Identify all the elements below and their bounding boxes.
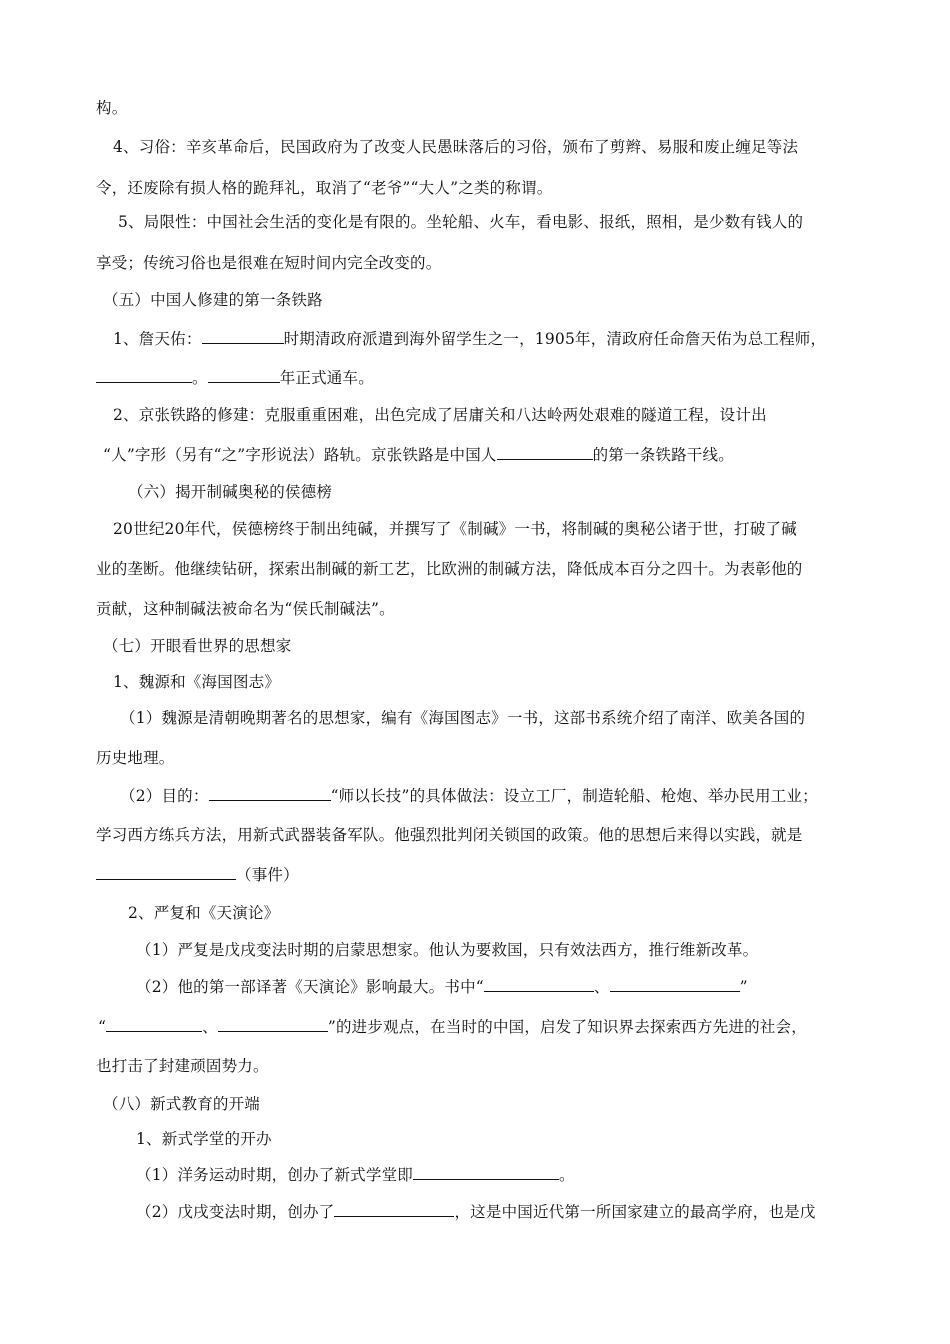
text-line: 贡献，这种制碱法被命名为“侯氏制碱法”。 <box>96 600 395 618</box>
text-line: 令，还废除有损人格的跪拜礼，取消了“老爷”“大人”之类的称谓。 <box>96 179 553 197</box>
text-line: （2）戊戌变法时期，创办了 ，这是中国近代第一所国家建立的最高学府，也是戊 <box>136 1203 816 1221</box>
text-line: 1、新式学堂的开办 <box>136 1130 272 1148</box>
section-heading: （八）新式教育的开端 <box>103 1095 261 1113</box>
text-line: （2）他的第一部译著《天演论》影响最大。书中“ 、 ” <box>136 978 748 996</box>
text-line: （1）魏源是清朝晚期著名的思想家，编有《海国图志》一书，这部书系统介绍了南洋、欧美各国的 <box>120 709 806 727</box>
text-line: 1、詹天佑： 时期清政府派遣到海外留学生之一，1905年，清政府任命詹天佑为总工程师， <box>113 330 827 348</box>
fill-blank[interactable] <box>106 1017 202 1032</box>
text-line: 2、京张铁路的修建：克服重重困难，出色完成了居庸关和八达岭两处艰难的隧道工程，设计出 <box>113 406 767 424</box>
text-line: 1、魏源和《海国图志》 <box>113 673 281 691</box>
text-line: 20世纪20年代，侯德榜终于制出纯碱，并撰写了《制碱》一书，将制碱的奥秘公诸于世，打破了碱 <box>113 520 797 538</box>
text-line: （1）严复是戊戌变法时期的启蒙思想家。他认为要救国，只有效法西方，推行维新改革。 <box>136 941 759 959</box>
text-line: 学习西方练兵方法，用新式武器装备军队。他强烈批判闭关锁国的政策。他的思想后来得以实践，就是 <box>96 826 803 844</box>
fill-blank[interactable] <box>413 1165 559 1180</box>
text-line: 历史地理。 <box>96 749 175 767</box>
text-line: （事件） <box>0 864 950 886</box>
text-line: “人”字形（另有“之”字形说法）路轨。京张铁路是中国人 的第一条铁路干线。 <box>103 446 734 464</box>
section-heading: （六）揭开制碱奥秘的侯德榜 <box>128 483 333 501</box>
text-line: 享受；传统习俗也是很难在短时间内完全改变的。 <box>96 254 442 272</box>
fill-blank[interactable] <box>334 1202 454 1217</box>
section-heading: （五）中国人修建的第一条铁路 <box>103 291 323 309</box>
text-line: （1）洋务运动时期，创办了新式学堂即 。 <box>136 1166 575 1184</box>
section-heading: （七）开眼看世界的思想家 <box>103 637 292 655</box>
text-line: 也打击了封建顽固势力。 <box>96 1057 269 1075</box>
fill-blank[interactable] <box>209 786 331 801</box>
text-line: 。 年正式通车。 <box>0 367 950 389</box>
text-line: （2）目的： “师以长技”的具体做法：设立工厂，制造轮船、枪炮、举办民用工业； <box>120 787 818 805</box>
fill-blank[interactable] <box>202 329 284 344</box>
fill-blank[interactable] <box>96 368 192 383</box>
text-line: 5、局限性：中国社会生活的变化是有限的。坐轮船、火车，看电影、报纸，照相，是少数有钱人的 <box>118 213 804 231</box>
text-line: 构。 <box>96 99 128 117</box>
fill-blank[interactable] <box>96 865 236 880</box>
fill-blank[interactable] <box>484 977 594 992</box>
text-line: “ 、 ”的进步观点，在当时的中国，启发了知识界去探索西方先进的社会， <box>98 1018 807 1036</box>
text-line: 2、严复和《天演论》 <box>128 904 280 922</box>
fill-blank[interactable] <box>497 445 593 460</box>
fill-blank[interactable] <box>218 1017 328 1032</box>
fill-blank[interactable] <box>610 977 740 992</box>
fill-blank[interactable] <box>208 368 280 383</box>
text-line: 4、习俗：辛亥革命后，民国政府为了改变人民愚昧落后的习俗，颁布了剪辫、易服和废止缠足等法 <box>113 138 799 156</box>
text-line: 业的垄断。他继续钻研，探索出制碱的新工艺，比欧洲的制碱方法，降低成本百分之四十。为表彰他的 <box>96 560 803 578</box>
